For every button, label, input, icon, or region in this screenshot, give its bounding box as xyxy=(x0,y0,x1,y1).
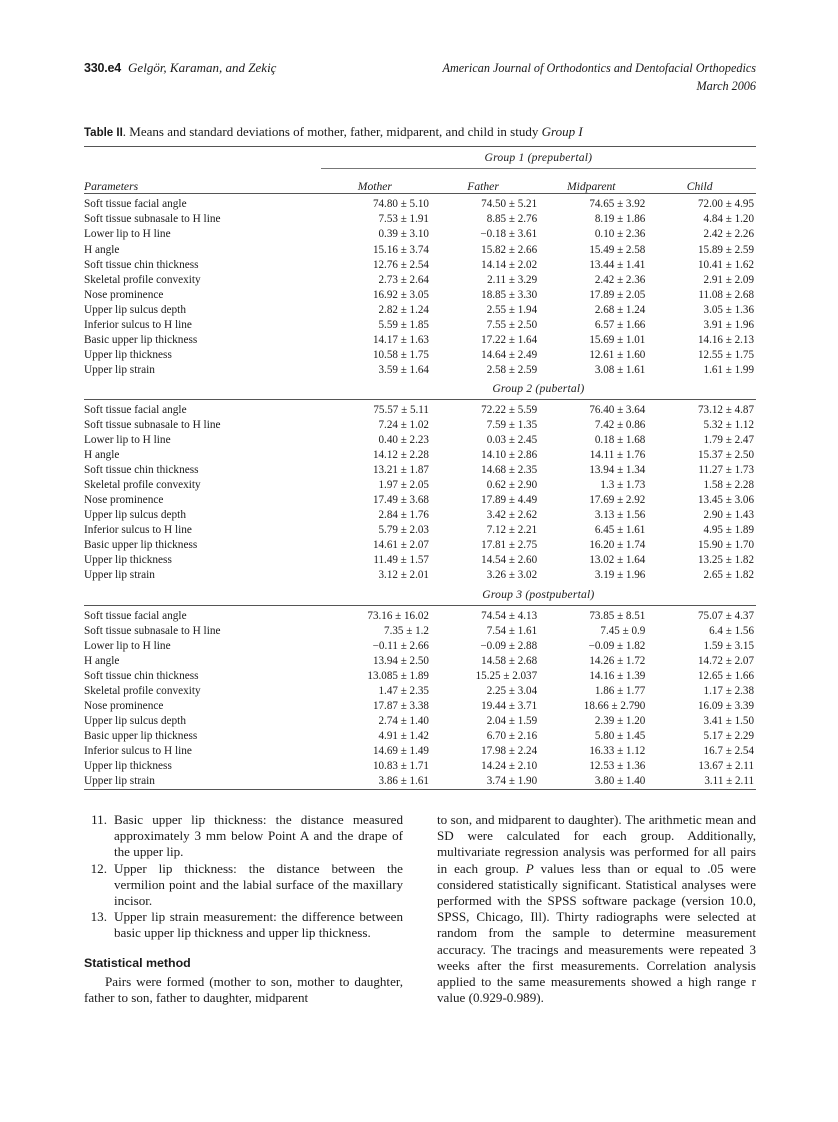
table-row xyxy=(84,609,756,624)
cell-midparent: 3.13 ± 1.56 xyxy=(594,509,646,522)
row-parameter-label: Soft tissue subnasale to H line xyxy=(84,624,221,637)
cell-mother: 0.40 ± 2.23 xyxy=(378,434,429,447)
table-row xyxy=(84,624,756,639)
cell-mother: 2.82 ± 1.24 xyxy=(378,303,429,316)
table-row xyxy=(84,759,756,774)
table-caption-text: . Means and standard deviations of mother, father, midparent, and child in study xyxy=(122,124,542,139)
list-item-text: Upper lip thickness: the distance between the vermilion point and the labial surface of the maxillary incisor. xyxy=(114,860,403,909)
cell-mother: 3.12 ± 2.01 xyxy=(378,569,429,582)
cell-midparent: 14.16 ± 1.39 xyxy=(589,669,646,682)
cell-father: 2.11 ± 3.29 xyxy=(487,273,538,286)
table-row xyxy=(84,212,756,227)
cell-father: 14.24 ± 2.10 xyxy=(481,759,538,772)
cell-midparent: 76.40 ± 3.64 xyxy=(589,403,646,416)
row-parameter-label: Soft tissue subnasale to H line xyxy=(84,213,221,226)
cell-mother: 13.21 ± 1.87 xyxy=(372,464,429,477)
cell-child: 73.12 ± 4.87 xyxy=(697,403,754,416)
group-banner-row xyxy=(84,378,756,400)
p-value-symbol: P xyxy=(525,860,534,876)
cell-father: −0.09 ± 2.88 xyxy=(480,639,538,652)
cell-mother: 3.59 ± 1.64 xyxy=(378,363,429,376)
cell-father: 0.62 ± 2.90 xyxy=(486,479,538,492)
cell-father: 17.89 ± 4.49 xyxy=(481,494,538,507)
rule-cell xyxy=(321,790,429,796)
cell-father: 7.55 ± 2.50 xyxy=(486,318,538,331)
cell-mother: 10.58 ± 1.75 xyxy=(372,348,429,361)
cell-child: 2.91 ± 2.09 xyxy=(703,273,754,286)
cell-mother: 17.49 ± 3.68 xyxy=(372,494,429,507)
body-column-right xyxy=(437,812,756,1006)
cell-midparent: 12.61 ± 1.60 xyxy=(589,348,646,361)
paragraph-statistics xyxy=(437,812,756,1006)
cell-child: 1.61 ± 1.99 xyxy=(703,363,754,376)
cell-father: 8.85 ± 2.76 xyxy=(486,213,538,226)
cell-child: 15.37 ± 2.50 xyxy=(697,449,754,462)
group-banner: Group 2 (pubertal) xyxy=(492,381,585,395)
cell-child: 12.65 ± 1.66 xyxy=(697,669,754,682)
row-parameter-label: Soft tissue subnasale to H line xyxy=(84,418,221,431)
group-banner-spacer xyxy=(84,584,321,606)
cell-father: 18.85 ± 3.30 xyxy=(481,288,538,301)
cell-mother: 5.59 ± 1.85 xyxy=(378,318,429,331)
row-parameter-label: H angle xyxy=(84,243,120,256)
cell-mother: 14.12 ± 2.28 xyxy=(372,449,429,462)
cell-midparent: 18.66 ± 2.790 xyxy=(583,699,646,712)
cell-mother: 7.24 ± 1.02 xyxy=(378,418,429,431)
row-parameter-label: Upper lip thickness xyxy=(84,554,172,567)
row-parameter-label: Lower lip to H line xyxy=(84,639,171,652)
row-parameter-label: Upper lip strain xyxy=(84,775,155,788)
row-parameter-label: Upper lip thickness xyxy=(84,759,172,772)
list-item xyxy=(84,861,403,910)
cell-child: 75.07 ± 4.37 xyxy=(697,609,754,622)
row-parameter-label: Soft tissue chin thickness xyxy=(84,258,199,271)
table-row xyxy=(84,348,756,363)
list-item-text: Basic upper lip thickness: the distance measured approximately 3 mm below Point A and the drape of the upper lip. xyxy=(114,812,403,860)
table-row xyxy=(84,288,756,303)
cell-midparent: 13.02 ± 1.64 xyxy=(589,554,646,567)
table-row xyxy=(84,318,756,333)
cell-midparent: 2.39 ± 1.20 xyxy=(594,714,646,727)
cell-child: 13.67 ± 2.11 xyxy=(698,759,754,772)
running-head-right xyxy=(443,60,756,95)
cell-child: 16.09 ± 3.39 xyxy=(697,699,754,712)
row-parameter-label: Upper lip strain xyxy=(84,363,155,376)
cell-midparent: 12.53 ± 1.36 xyxy=(589,759,646,772)
cell-midparent: 1.3 ± 1.73 xyxy=(600,479,646,492)
cell-child: 15.90 ± 1.70 xyxy=(697,539,754,552)
row-parameter-label: Inferior sulcus to H line xyxy=(84,744,192,757)
cell-mother: 5.79 ± 2.03 xyxy=(378,524,429,537)
group-banner-row xyxy=(84,147,756,169)
cell-midparent: 0.18 ± 1.68 xyxy=(594,434,646,447)
row-parameter-label: Soft tissue chin thickness xyxy=(84,669,199,682)
table-row xyxy=(84,243,756,258)
table-row xyxy=(84,729,756,744)
cell-father: 7.12 ± 2.21 xyxy=(486,524,538,537)
cell-father: 14.64 ± 2.49 xyxy=(481,348,538,361)
body-column-left xyxy=(84,812,403,1006)
table-row xyxy=(84,448,756,463)
definition-list xyxy=(84,812,403,942)
cell-mother: 14.61 ± 2.07 xyxy=(372,539,429,552)
cell-mother: 13.94 ± 2.50 xyxy=(372,654,429,667)
cell-midparent: 7.45 ± 0.9 xyxy=(600,624,646,637)
journal-title: American Journal of Orthodontics and Dentofacial Orthopedics xyxy=(442,61,756,75)
cell-father: 3.42 ± 2.62 xyxy=(486,509,538,522)
cell-midparent: 73.85 ± 8.51 xyxy=(589,609,646,622)
cell-child: 14.16 ± 2.13 xyxy=(697,333,754,346)
cell-father: 74.54 ± 4.13 xyxy=(481,609,538,622)
cell-father: 14.54 ± 2.60 xyxy=(481,554,538,567)
table-row xyxy=(84,197,756,212)
table-row xyxy=(84,714,756,729)
cell-mother: 73.16 ± 16.02 xyxy=(367,609,429,622)
table-row xyxy=(84,478,756,493)
page-number: 330.e4 xyxy=(84,61,122,75)
cell-midparent: 17.69 ± 2.92 xyxy=(589,494,646,507)
cell-midparent: 13.94 ± 1.34 xyxy=(589,464,646,477)
table-row xyxy=(84,639,756,654)
table-row xyxy=(84,273,756,288)
cell-midparent: 16.33 ± 1.12 xyxy=(589,744,646,757)
cell-father: 3.74 ± 1.90 xyxy=(486,775,538,788)
cell-mother: 1.97 ± 2.05 xyxy=(378,479,429,492)
row-parameter-label: Upper lip thickness xyxy=(84,348,172,361)
table-caption-group: Group I xyxy=(541,124,583,139)
row-parameter-label: Soft tissue chin thickness xyxy=(84,464,199,477)
cell-child: 15.89 ± 2.59 xyxy=(697,243,754,256)
cell-midparent: −0.09 ± 1.82 xyxy=(588,639,646,652)
list-item-number: 12. xyxy=(90,860,107,876)
table-row xyxy=(84,553,756,568)
row-parameter-label: Soft tissue facial angle xyxy=(84,198,187,211)
cell-child: 5.17 ± 2.29 xyxy=(703,729,754,742)
row-parameter-label: Nose prominence xyxy=(84,288,164,301)
row-parameter-label: Inferior sulcus to H line xyxy=(84,318,192,331)
cell-mother: 3.86 ± 1.61 xyxy=(378,775,429,788)
cell-father: 15.25 ± 2.037 xyxy=(475,669,538,682)
cell-child: 2.42 ± 2.26 xyxy=(703,228,754,241)
cell-father: 72.22 ± 5.59 xyxy=(481,403,538,416)
cell-mother: 2.74 ± 1.40 xyxy=(378,714,429,727)
list-item xyxy=(84,909,403,941)
cell-child: 2.90 ± 1.43 xyxy=(703,509,754,522)
cell-mother: 12.76 ± 2.54 xyxy=(372,258,429,271)
table-row xyxy=(84,669,756,684)
table-row xyxy=(84,699,756,714)
list-item-number: 11. xyxy=(91,812,107,827)
cell-child: 10.41 ± 1.62 xyxy=(697,258,754,271)
cell-father: 2.58 ± 2.59 xyxy=(486,363,538,376)
cell-child: 6.4 ± 1.56 xyxy=(709,624,754,637)
table-block xyxy=(84,124,756,795)
cell-child: 5.32 ± 1.12 xyxy=(703,418,754,431)
row-parameter-label: Nose prominence xyxy=(84,699,164,712)
row-parameter-label: Lower lip to H line xyxy=(84,228,171,241)
cell-mother: 15.16 ± 3.74 xyxy=(372,243,429,256)
row-parameter-label: Nose prominence xyxy=(84,494,164,507)
cell-child: 11.08 ± 2.68 xyxy=(698,288,754,301)
cell-mother: 16.92 ± 3.05 xyxy=(372,288,429,301)
cell-mother: 74.80 ± 5.10 xyxy=(372,198,429,211)
cell-child: 1.17 ± 2.38 xyxy=(703,684,754,697)
row-parameter-label: H angle xyxy=(84,449,120,462)
cell-father: 6.70 ± 2.16 xyxy=(486,729,538,742)
cell-mother: 4.91 ± 1.42 xyxy=(378,729,429,742)
cell-midparent: 3.08 ± 1.61 xyxy=(594,363,646,376)
cell-child: 4.95 ± 1.89 xyxy=(703,524,754,537)
column-header-parameters: Parameters xyxy=(84,180,139,194)
cell-mother: 2.84 ± 1.76 xyxy=(378,509,429,522)
group-banner: Group 1 (prepubertal) xyxy=(321,147,756,169)
cell-father: 17.22 ± 1.64 xyxy=(481,333,538,346)
cell-father: 19.44 ± 3.71 xyxy=(481,699,538,712)
column-header-midparent: Midparent xyxy=(537,169,645,194)
paragraph-statistics-part1: to son, and midparent to daughter). The arithmetic mean and SD were calculated for each group. Additionally, multivariate regression analysis was performed for all pairs in each group. xyxy=(437,812,756,876)
row-parameter-label: Skeletal profile convexity xyxy=(84,684,201,697)
rule-cell xyxy=(537,790,645,796)
row-parameter-label: Upper lip sulcus depth xyxy=(84,303,186,316)
rule-cell xyxy=(645,790,756,796)
cell-midparent: 13.44 ± 1.41 xyxy=(589,258,646,271)
cell-child: 11.27 ± 1.73 xyxy=(698,464,754,477)
list-item xyxy=(84,812,403,861)
paragraph-pairs: Pairs were formed (mother to son, mother to daughter, father to son, father to daughter, midparent xyxy=(84,973,403,1005)
cell-father: 14.10 ± 2.86 xyxy=(481,449,538,462)
table-row xyxy=(84,258,756,273)
table-row xyxy=(84,463,756,478)
list-item-text: Upper lip strain measurement: the difference between basic upper lip thickness and upper lip thickness. xyxy=(114,909,403,941)
cell-father: 15.82 ± 2.66 xyxy=(481,243,538,256)
cell-father: 17.98 ± 2.24 xyxy=(481,744,538,757)
cell-child: 16.7 ± 2.54 xyxy=(703,744,754,757)
table-row xyxy=(84,403,756,418)
cell-midparent: 14.26 ± 1.72 xyxy=(589,654,646,667)
row-parameter-label: Upper lip sulcus depth xyxy=(84,714,186,727)
cell-midparent: 2.68 ± 1.24 xyxy=(594,303,646,316)
table-bottom-rule xyxy=(84,790,756,796)
cell-father: 74.50 ± 5.21 xyxy=(481,198,538,211)
rule-cell xyxy=(84,790,321,796)
cell-mother: 1.47 ± 2.35 xyxy=(378,684,429,697)
row-parameter-label: Basic upper lip thickness xyxy=(84,539,198,552)
cell-father: 17.81 ± 2.75 xyxy=(481,539,538,552)
table-row xyxy=(84,523,756,538)
cell-child: 3.41 ± 1.50 xyxy=(703,714,754,727)
row-parameter-label: H angle xyxy=(84,654,120,667)
cell-child: 3.11 ± 2.11 xyxy=(704,775,754,788)
cell-mother: 7.35 ± 1.2 xyxy=(384,624,429,637)
cell-child: 72.00 ± 4.95 xyxy=(697,198,754,211)
cell-mother: 7.53 ± 1.91 xyxy=(378,213,429,226)
cell-midparent: 7.42 ± 0.86 xyxy=(594,418,646,431)
cell-midparent: 0.10 ± 2.36 xyxy=(594,228,646,241)
table-caption xyxy=(84,124,756,140)
cell-mother: 14.69 ± 1.49 xyxy=(372,744,429,757)
cell-child: 13.45 ± 3.06 xyxy=(697,494,754,507)
table-row xyxy=(84,333,756,348)
issue-date: March 2006 xyxy=(696,78,756,93)
cell-child: 3.91 ± 1.96 xyxy=(703,318,754,331)
cell-child: 2.65 ± 1.82 xyxy=(703,569,754,582)
list-item-number: 13. xyxy=(90,909,107,925)
author-list: Gelgör, Karaman, and Zekiç xyxy=(128,60,277,75)
table-row xyxy=(84,227,756,242)
cell-father: 7.59 ± 1.35 xyxy=(486,418,538,431)
cell-father: 3.26 ± 3.02 xyxy=(486,569,538,582)
body-text xyxy=(84,812,756,1006)
cell-midparent: 5.80 ± 1.45 xyxy=(594,729,646,742)
cell-midparent: 2.42 ± 2.36 xyxy=(594,273,646,286)
table-row xyxy=(84,303,756,318)
cell-child: 1.58 ± 2.28 xyxy=(703,479,754,492)
section-heading-statistical-method: Statistical method xyxy=(84,955,191,970)
cell-child: 12.55 ± 1.75 xyxy=(697,348,754,361)
cell-midparent: 8.19 ± 1.86 xyxy=(594,213,646,226)
cell-child: 13.25 ± 1.82 xyxy=(697,554,754,567)
running-head xyxy=(84,60,756,95)
group-banner-spacer xyxy=(84,378,321,400)
group-banner-row xyxy=(84,584,756,606)
cell-midparent: 74.65 ± 3.92 xyxy=(589,198,646,211)
group-banner-spacer xyxy=(84,147,321,169)
row-parameter-label: Basic upper lip thickness xyxy=(84,333,198,346)
cell-midparent: 3.19 ± 1.96 xyxy=(594,569,646,582)
table-row xyxy=(84,654,756,669)
cell-mother: 0.39 ± 3.10 xyxy=(378,228,429,241)
row-parameter-label: Upper lip strain xyxy=(84,569,155,582)
column-header-father: Father xyxy=(429,169,537,194)
cell-mother: −0.11 ± 2.66 xyxy=(372,639,429,652)
column-header-child: Child xyxy=(645,169,756,194)
row-parameter-label: Lower lip to H line xyxy=(84,434,171,447)
paragraph-statistics-part2: values less than or equal to .05 were considered statistically significant. Statistical analyses were performed with the SPSS software package (version 10.0, SPSS, Chicago, Ill). Thirty radiographs were selected at random from the sample to determine measurement accuracy. The tracings and measurements were repeated 3 weeks after the first measurements. Correlation analysis applied to the same measurements showed a high range r value (0.929-0.989). xyxy=(437,860,756,1006)
cell-father: 0.03 ± 2.45 xyxy=(486,434,538,447)
cell-midparent: 14.11 ± 1.76 xyxy=(589,449,646,462)
table-row xyxy=(84,418,756,433)
cell-father: 7.54 ± 1.61 xyxy=(486,624,538,637)
group-banner: Group 3 (postpubertal) xyxy=(482,587,595,601)
row-parameter-label: Skeletal profile convexity xyxy=(84,273,201,286)
cell-mother: 75.57 ± 5.11 xyxy=(373,403,429,416)
row-parameter-label: Inferior sulcus to H line xyxy=(84,524,192,537)
cell-midparent: 1.86 ± 1.77 xyxy=(594,684,646,697)
cell-midparent: 16.20 ± 1.74 xyxy=(589,539,646,552)
rule-cell xyxy=(429,790,537,796)
running-head-left xyxy=(84,60,276,76)
cell-midparent: 17.89 ± 2.05 xyxy=(589,288,646,301)
table-row xyxy=(84,774,756,790)
statistics-table xyxy=(84,146,756,795)
cell-father: 14.58 ± 2.68 xyxy=(481,654,538,667)
table-row xyxy=(84,568,756,583)
cell-father: 2.04 ± 1.59 xyxy=(486,714,538,727)
table-row xyxy=(84,684,756,699)
cell-father: 2.25 ± 3.04 xyxy=(486,684,538,697)
cell-mother: 17.87 ± 3.38 xyxy=(372,699,429,712)
table-row xyxy=(84,433,756,448)
cell-father: −0.18 ± 3.61 xyxy=(480,228,538,241)
cell-midparent: 6.57 ± 1.66 xyxy=(594,318,646,331)
row-parameter-label: Soft tissue facial angle xyxy=(84,609,187,622)
column-header-row xyxy=(84,169,756,194)
cell-mother: 13.085 ± 1.89 xyxy=(367,669,429,682)
cell-child: 3.05 ± 1.36 xyxy=(703,303,754,316)
row-parameter-label: Skeletal profile convexity xyxy=(84,479,201,492)
cell-father: 14.68 ± 2.35 xyxy=(481,464,538,477)
cell-child: 14.72 ± 2.07 xyxy=(697,654,754,667)
cell-father: 2.55 ± 1.94 xyxy=(486,303,538,316)
cell-mother: 14.17 ± 1.63 xyxy=(372,333,429,346)
cell-midparent: 6.45 ± 1.61 xyxy=(594,524,646,537)
table-label: Table II xyxy=(84,127,123,139)
cell-mother: 10.83 ± 1.71 xyxy=(372,759,429,772)
table-row xyxy=(84,744,756,759)
table-row xyxy=(84,493,756,508)
table-row xyxy=(84,538,756,553)
cell-father: 14.14 ± 2.02 xyxy=(481,258,538,271)
row-parameter-label: Basic upper lip thickness xyxy=(84,729,198,742)
table-row xyxy=(84,363,756,378)
row-parameter-label: Upper lip sulcus depth xyxy=(84,509,186,522)
cell-mother: 11.49 ± 1.57 xyxy=(373,554,429,567)
column-header-mother: Mother xyxy=(321,169,429,194)
cell-midparent: 15.49 ± 2.58 xyxy=(589,243,646,256)
table-row xyxy=(84,508,756,523)
cell-mother: 2.73 ± 2.64 xyxy=(378,273,429,286)
row-parameter-label: Soft tissue facial angle xyxy=(84,403,187,416)
cell-midparent: 3.80 ± 1.40 xyxy=(594,775,646,788)
cell-child: 1.59 ± 3.15 xyxy=(703,639,754,652)
cell-child: 4.84 ± 1.20 xyxy=(703,213,754,226)
cell-midparent: 15.69 ± 1.01 xyxy=(589,333,646,346)
cell-child: 1.79 ± 2.47 xyxy=(703,434,754,447)
